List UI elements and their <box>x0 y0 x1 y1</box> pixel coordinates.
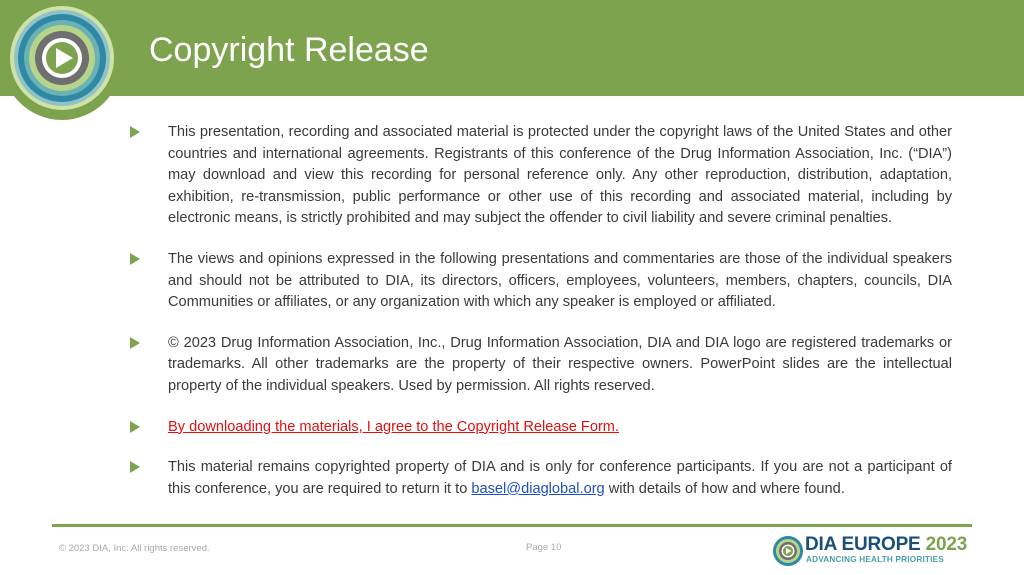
dia-europe-brand <box>772 534 972 568</box>
bullet-release-form <box>128 417 952 439</box>
bullet-text-before: This material remains copyrighted property of DIA and is only for conference participants. If you are not a participant of this conference, you are required to return it to <box>168 459 952 497</box>
page-number: Page 10 <box>526 542 562 553</box>
bullet-views-disclaimer <box>128 249 952 314</box>
page-title: Copyright Release <box>149 31 429 69</box>
email-link[interactable]: basel@diaglobal.org <box>471 480 605 497</box>
triangle-bullet-icon <box>130 126 140 138</box>
bullet-text: This presentation, recording and associated material is protected under the copyright laws of the United States and other countries and international agreements. Registrants of this conference of the Drug Information Association, Inc. (“DIA”) may download and view this recording for personal reference only. Any other reproduction, distribution, adaptation, exhibition, re-transmission, public performance or other use of this recording and associated material, including by electronic means, is strictly prohibited and may subject the offender to civil liability and severe criminal penalties. <box>168 124 952 227</box>
dia-logo-icon <box>772 535 804 567</box>
bullet-text-after: with details of how and where found. <box>604 480 845 497</box>
triangle-bullet-icon <box>130 337 140 349</box>
triangle-bullet-icon <box>130 421 140 433</box>
bullet-list <box>128 122 952 500</box>
brand-tagline: ADVANCING HEALTH PRIORITIES <box>806 555 944 564</box>
bullet-text: © 2023 Drug Information Association, Inc., Drug Information Association, DIA and DIA logo are registered trademarks or trademarks. All other trademarks are the property of their respective owners. PowerPoint slides are the intellectual property of the individual speakers. Used by permission. All rights reserved. <box>168 334 952 394</box>
triangle-bullet-icon <box>130 253 140 265</box>
bullet-trademarks <box>128 333 952 398</box>
bullet-text: The views and opinions expressed in the following presentations and commentaries are those of the individual speakers and should not be attributed to DIA, its directors, officers, employees, volunteers, members, chapters, councils, DIA Communities or affiliates, or any organization with which any speaker is employed or affiliated. <box>168 250 952 311</box>
bullet-copyright-notice <box>128 122 952 230</box>
footer-divider <box>52 524 972 527</box>
brand-name: DIA EUROPE 2023 <box>805 534 968 555</box>
copyright-release-form-link[interactable]: By downloading the materials, I agree to the Copyright Release Form. <box>168 418 620 435</box>
footer-copyright: © 2023 DIA, Inc. All rights reserved. <box>59 543 210 554</box>
bullet-return-material <box>128 457 952 500</box>
play-circle-logo-icon <box>0 0 128 122</box>
triangle-bullet-icon <box>130 461 140 473</box>
